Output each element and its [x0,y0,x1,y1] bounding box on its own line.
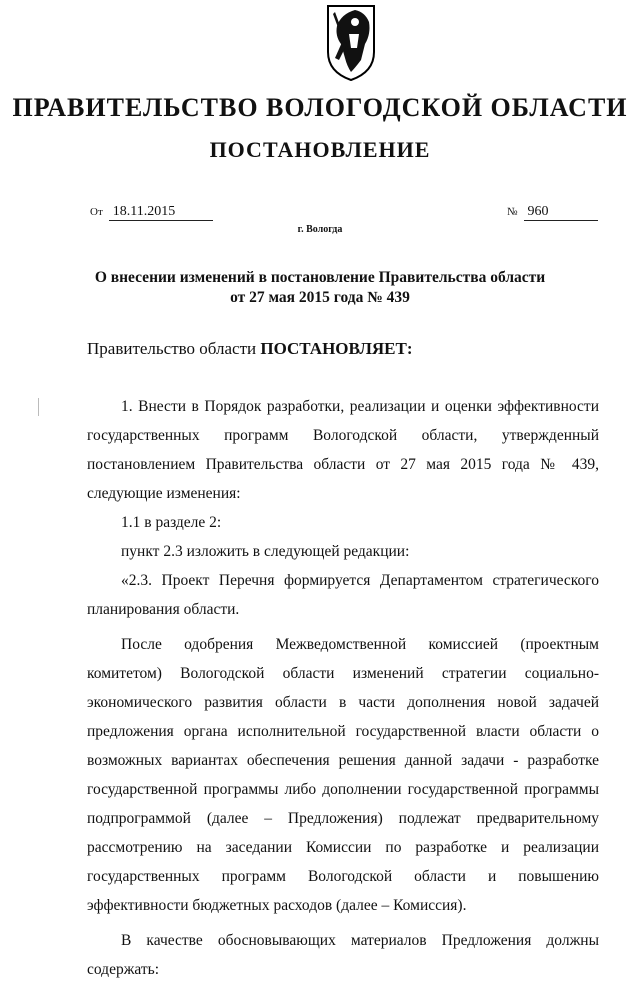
paragraph-4: «2.3. Проект Перечня формируется Департаментом стратегического планирования области. [87,572,599,618]
document-type: ПОСТАНОВЛЕНИЕ [209,137,431,162]
date-field [90,204,213,221]
document-body [87,392,599,984]
preamble-emphasis: ПОСТАНОВЛЯЕТ: [260,339,413,358]
paragraph-3: пункт 2.3 изложить в следующей редакции: [121,543,410,560]
preamble-text: Правительство области [87,339,261,358]
paragraph-2: 1.1 в разделе 2: [121,514,222,531]
date-label: От [90,206,103,218]
paragraph-1: 1. Внести в Порядок разработки, реализации и оценки эффективности государственных программ Вологодской области, утвержденный постановлением Правительства области от 27 мая 2015 года № 439, следующие изменения: [87,398,599,502]
subject-line-1: О внесении изменений в постановление Правительства области [94,269,546,286]
paragraph-6: В качестве обосновывающих материалов Предложения должны содержать: [87,932,599,978]
date-value: 18.11.2015 [109,204,213,221]
margin-mark [38,398,39,416]
paragraph-5: После одобрения Межведомственной комиссией (проектным комитетом) Вологодской области изменений стратегии социально-экономического развития области в части дополнения новой задачей предложения органа исполнительной государственной власти области о возможных вариантах обеспечения решения данной задачи - разработке государственной программы либо дополнении государственной программы подпрограммой (далее – Предложения) подлежат предварительному рассмотрению на заседании Комиссии по разработке и реализации государственных программ Вологодской области и повышению эффективности бюджетных расходов (далее – Комиссия). [87,636,599,914]
preamble [87,339,413,359]
number-value: 960 [524,204,598,221]
subject-line-2: от 27 мая 2015 года № 439 [230,289,410,306]
coat-of-arms-icon [325,0,377,82]
government-title: ПРАВИТЕЛЬСТВО ВОЛОГОДСКОЙ ОБЛАСТИ [12,93,628,122]
number-field [507,204,598,221]
city-label: г. Вологда [297,224,343,235]
document-subject [80,268,560,308]
number-label: № [507,206,518,218]
